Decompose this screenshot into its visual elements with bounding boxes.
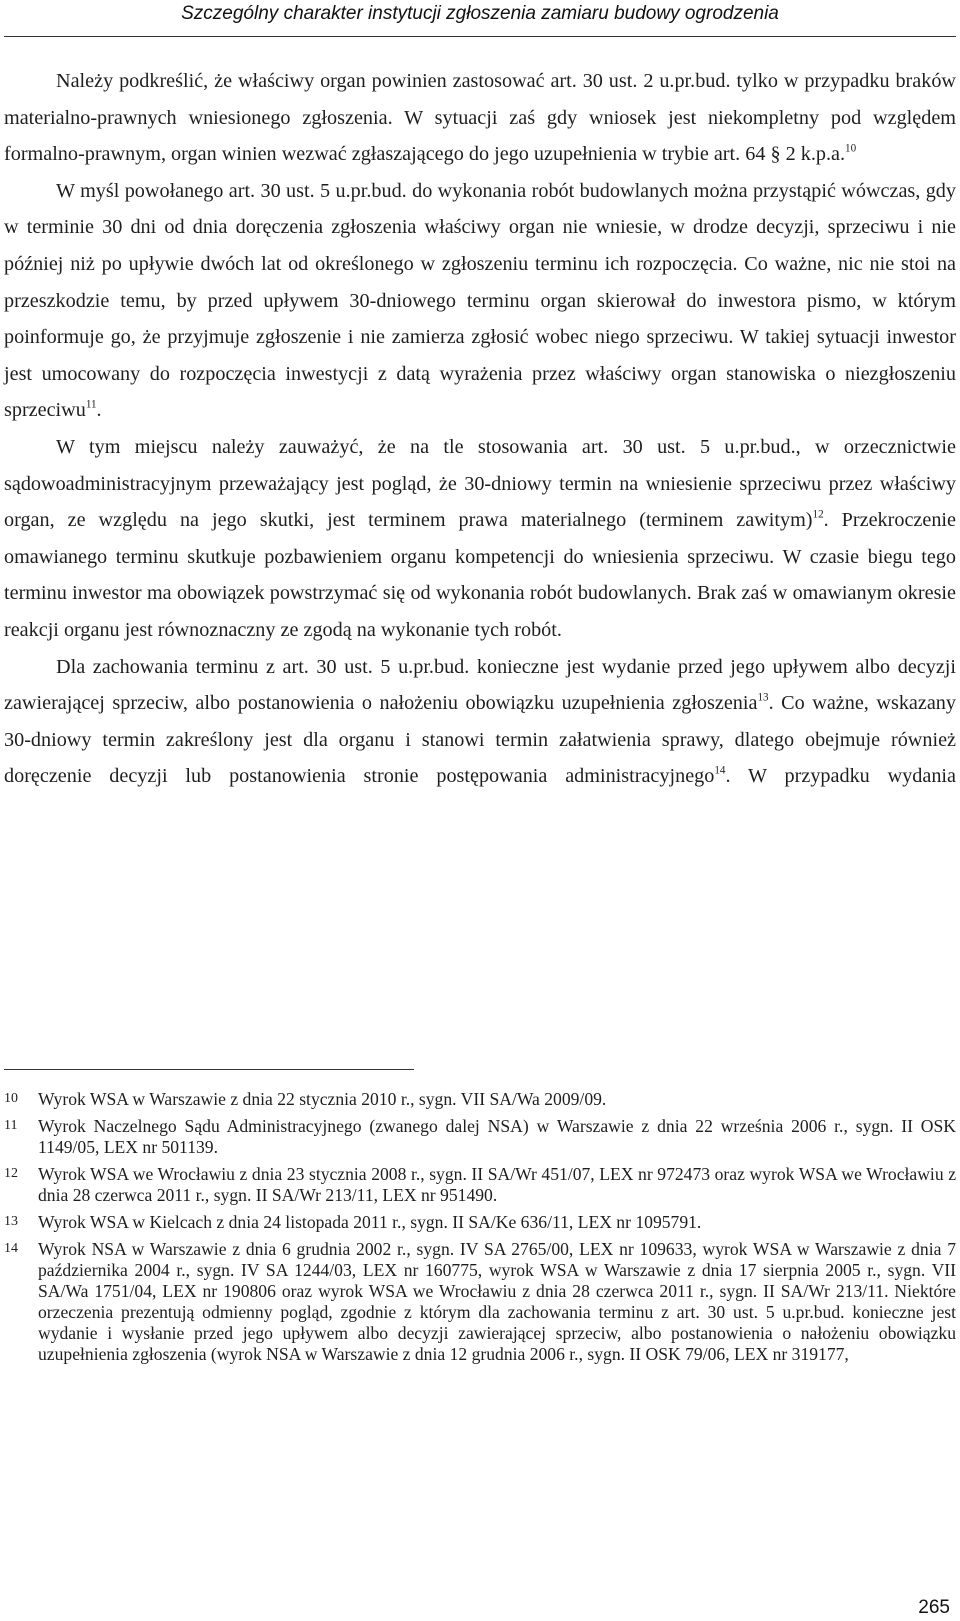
footnote-text: Wyrok WSA w Kielcach z dnia 24 listopada 2011 r., sygn. II SA/Ke 636/11, LEX nr 1095791. — [38, 1212, 702, 1232]
paragraph-2-tail: . — [96, 399, 102, 422]
footnote-13 — [4, 1212, 956, 1233]
paragraph-4 — [4, 649, 956, 795]
paragraph-1-text: Należy podkreślić, że właściwy organ powinien zastosować art. 30 ust. 2 u.pr.bud. tylko w przypadku braków materialno-prawnych wniesionego zgłoszenia. W sytuacji zaś gdy wniosek jest niekompletny pod względem formalno-prawnym, organ winien wezwać zgłaszającego do jego uzupełnienia w trybie art. 64 § 2 k.p.a. — [4, 70, 956, 166]
footnote-ref-14: 14 — [714, 764, 726, 777]
paragraph-4-middle: . Co ważne, wskazany 30-dniowy termin zakreślony jest dla organu i stanowi termin załatwienia sprawy, dlatego obejmuje również doręczenie decyzji lub postanowienia stronie postępowania administracyjnego — [4, 692, 956, 788]
footnote-text: Wyrok NSA w Warszawie z dnia 6 grudnia 2002 r., sygn. IV SA 2765/00, LEX nr 109633, wyrok WSA w Warszawie z dnia 7 października 2004 r., sygn. IV SA 1244/03, LEX nr 160775, wyrok WSA w Warszawie z dnia 17 sierpnia 2005 r., sygn. VII SA/Wa 1751/04, LEX nr 190806 oraz wyrok WSA we Wrocławiu z dnia 28 czerwca 2011 r., sygn. II SA/Wr 213/11. Niektóre orzeczenia prezentują odmienny pogląd, zgodnie z którym dla zachowania terminu z art. 30 ust. 5 u.pr.bud. konieczne jest wydanie i wysłanie przed jego upływem albo decyzji zawierającej sprzeciw, albo postanowienia o nałożeniu obowiązku uzupełnienia zgłoszenia (wyrok NSA w Warszawie z dnia 12 grudnia 2006 r., sygn. II OSK 79/06, LEX nr 319177, — [38, 1239, 956, 1364]
page-number: 265 — [918, 1597, 950, 1618]
footnote-ref-13: 13 — [757, 691, 769, 704]
footnote-number: 14 — [4, 1241, 18, 1256]
footnote-number: 12 — [4, 1166, 18, 1181]
paragraph-4-tail: . W przypadku wydania — [725, 765, 957, 788]
footnote-rule — [4, 1069, 414, 1070]
header-rule — [4, 36, 956, 37]
footnote-ref-12: 12 — [812, 508, 824, 521]
footnote-ref-11: 11 — [85, 399, 97, 412]
footnote-number: 11 — [4, 1118, 18, 1133]
body-text — [4, 63, 956, 795]
footnote-text: Wyrok WSA w Warszawie z dnia 22 stycznia 2010 r., sygn. VII SA/Wa 2009/09. — [38, 1089, 607, 1109]
paragraph-2 — [4, 173, 956, 429]
paragraph-3-text: W tym miejscu należy zauważyć, że na tle stosowania art. 30 ust. 5 u.pr.bud., w orzecznictwie sądowoadministracyjnym przeważający jest pogląd, że 30-dniowy termin na wniesienie sprzeciwu przez właściwy organ, ze względu na jego skutki, jest terminem prawa materialnego (terminem zawitym) — [4, 435, 956, 532]
paragraph-4-text: Dla zachowania terminu z art. 30 ust. 5 u.pr.bud. konieczne jest wydanie przed jego upływem albo decyzji zawierającej sprzeciw, albo postanowienia o nałożeniu obowiązku uzupełnienia zgłoszenia — [4, 655, 956, 715]
footnote-text: Wyrok Naczelnego Sądu Administracyjnego (zwanego dalej NSA) w Warszawie z dnia 22 września 2006 r., sygn. II OSK 1149/05, LEX nr 501139. — [38, 1116, 956, 1157]
running-header: Szczególny charakter instytucji zgłoszenia zamiaru budowy ogrodzenia — [181, 3, 779, 24]
footnote-number: 13 — [4, 1214, 18, 1229]
footnote-number: 10 — [4, 1091, 18, 1106]
paragraph-3-tail: . Przekroczenie omawianego terminu skutkuje pozbawieniem organu kompetencji do wniesienia sprzeciwu. W czasie biegu tego terminu inwestor ma obowiązek powstrzymać się od wykonania robót budowlanych. Brak zaś w omawianym okresie reakcji organu jest równoznaczny ze zgodą na wykonanie tych robót. — [4, 509, 956, 641]
footnotes — [4, 1089, 956, 1371]
footnote-10 — [4, 1089, 956, 1110]
footnote-text: Wyrok WSA we Wrocławiu z dnia 23 stycznia 2008 r., sygn. II SA/Wr 451/07, LEX nr 972473 oraz wyrok WSA we Wrocławiu z dnia 28 czerwca 2011 r., sygn. II SA/Wr 213/11, LEX nr 951490. — [38, 1164, 956, 1205]
footnote-12 — [4, 1164, 956, 1206]
footnote-ref-10: 10 — [845, 142, 857, 155]
footnote-11 — [4, 1116, 956, 1158]
footnote-14 — [4, 1239, 956, 1365]
paragraph-2-text: W myśl powołanego art. 30 ust. 5 u.pr.bud. do wykonania robót budowlanych można przystąpić wówczas, gdy w terminie 30 dni od dnia doręczenia zgłoszenia właściwy organ nie wniesie, w drodze decyzji, sprzeciwu i nie później niż po upływie dwóch lat od określonego w zgłoszeniu terminu ich rozpoczęcia. Co ważne, nic nie stoi na przeszkodzie temu, by przed upływem 30-dniowego terminu organ skierował do inwestora pismo, w którym poinformuje go, że przyjmuje zgłoszenie i nie zamierza zgłosić wobec niego sprzeciwu. W takiej sytuacji inwestor jest umocowany do rozpoczęcia inwestycji z datą wyrażenia przez właściwy organ stanowiska o niezgłoszeniu sprzeciwu — [4, 179, 956, 422]
paragraph-1 — [4, 63, 956, 173]
paragraph-3 — [4, 429, 956, 649]
